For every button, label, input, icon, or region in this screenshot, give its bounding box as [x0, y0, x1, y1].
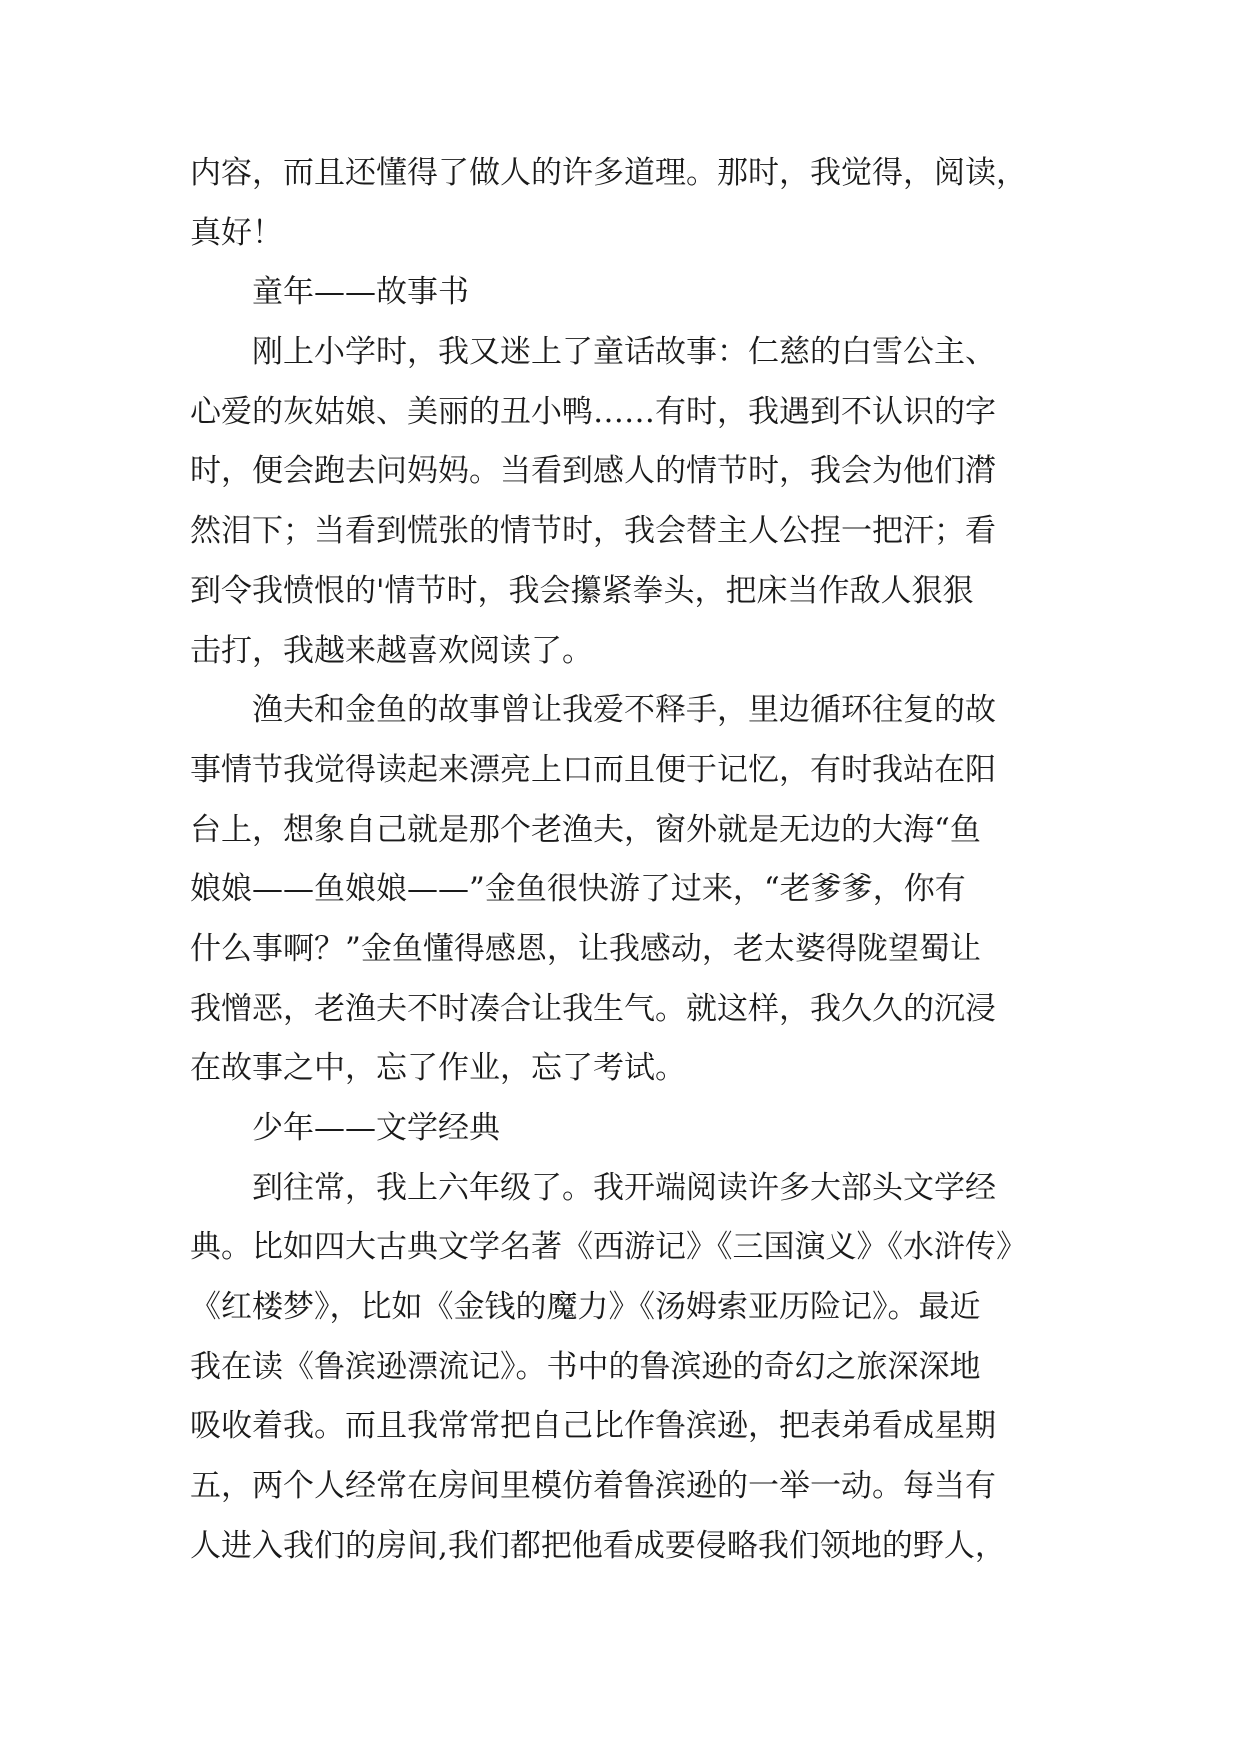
text-line: 然泪下；当看到慌张的情节时，我会替主人公捏一把汗；看: [190, 513, 996, 550]
text-line: 娘娘——鱼娘娘——”金鱼很快游了过来，“老爹爹，你有: [190, 871, 966, 908]
text-line: 事情节我觉得读起来漂亮上口而且便于记忆，有时我站在阳: [190, 751, 996, 788]
text-line: 吸收着我。而且我常常把自己比作鲁滨逊，把表弟看成星期: [190, 1408, 996, 1445]
text-line: 刚上小学时，我又迷上了童话故事：仁慈的白雪公主、: [190, 334, 996, 371]
text-line: 我憎恶，老渔夫不时凑合让我生气。就这样，我久久的沉浸: [190, 990, 996, 1027]
text-line: 内容，而且还懂得了做人的许多道理。那时，我觉得，阅读，: [190, 155, 1027, 191]
text-line: 人进入我们的房间,我们都把他看成要侵略我们领地的野人，: [190, 1527, 1006, 1564]
text-line: 渔夫和金鱼的故事曾让我爱不释手，里边循环往复的故: [190, 692, 996, 729]
text-line: 时，便会跑去问妈妈。当看到感人的情节时，我会为他们潸: [190, 453, 996, 490]
text-line: 什么事啊？”金鱼懂得感恩，让我感动，老太婆得陇望蜀让: [190, 930, 981, 967]
section-heading: 童年——故事书: [190, 274, 469, 311]
text-line: 五，两个人经常在房间里模仿着鲁滨逊的一举一动。每当有: [190, 1468, 996, 1505]
text-line: 典。比如四大古典文学名著《西游记》《三国演义》《水浒传》: [190, 1229, 1027, 1266]
text-line: 心爱的灰姑娘、美丽的丑小鸭……有时，我遇到不认识的字: [190, 393, 996, 430]
section-heading: 少年——文学经典: [190, 1110, 500, 1146]
text-line: 击打，我越来越喜欢阅读了。: [190, 632, 593, 669]
text-line: 《红楼梦》，比如《金钱的魔力》《汤姆索亚历险记》。最近: [190, 1289, 981, 1326]
text-line: 真好！: [190, 214, 283, 251]
text-line: 在故事之中，忘了作业，忘了考试。: [190, 1050, 686, 1087]
text-line: 到令我愤恨的'情节时，我会攥紧拳头，把床当作敌人狠狠: [190, 572, 974, 609]
text-line: 到往常，我上六年级了。我开端阅读许多大部头文学经: [190, 1169, 996, 1206]
text-line: 我在读《鲁滨逊漂流记》。书中的鲁滨逊的奇幻之旅深深地: [190, 1348, 981, 1385]
text-line: 台上，想象自己就是那个老渔夫，窗外就是无边的大海“鱼: [190, 811, 981, 848]
body-text: [190, 144, 1070, 1577]
